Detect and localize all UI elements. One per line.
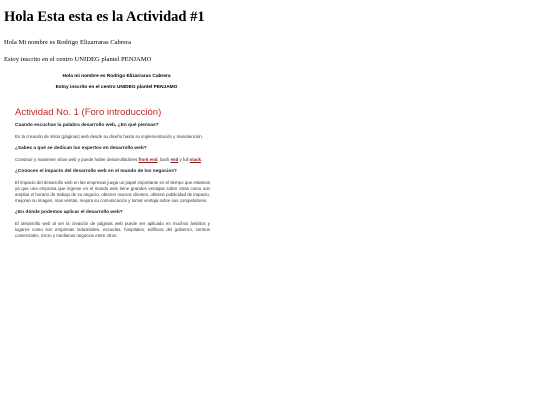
answer-2-text-mid: , back [157, 157, 171, 162]
intro-name-paragraph: Hola Mi nombre es Rodrigo Elizarraras Cabrera [4, 39, 132, 46]
intro-school-paragraph: Estoy inscrito en el centro UNIDEG plantel PENJAMO [4, 56, 152, 63]
front-end-link[interactable]: front end [138, 157, 158, 162]
answer-1: En la creación de sitios (páginas) web desde su diseño hasta su implementación y manutención. [15, 134, 203, 139]
page [0, 9, 540, 239]
centered-intro-block [4, 74, 229, 91]
answer-2-text-start: Construir y mantener sitios web y puede haber desarrolladores [15, 157, 139, 162]
page-title: Hola Esta esta es la Actividad #1 [4, 9, 205, 25]
answer-4: El desarrollo web al ser la creación de páginas web puede ser aplicado en muchos ámbitos y lugares como son empresas industriales, escuelas, hospitales, edificios del gobierno, centros comerciales, micro y medianos negocios entre otros. [15, 221, 210, 238]
article-heading: Actividad No. 1 (Foro introducción) [15, 107, 162, 118]
question-2: ¿Sabes a qué se dedican los expertos en desarrollo web? [15, 146, 147, 151]
answer-2 [15, 157, 210, 163]
centered-name-line: Hola mi nombre es Rodrigo Elizarraras Cabrera [62, 74, 171, 79]
centered-school-line: Estoy inscrito en el centro UNIDEG plantel PENJAMO [55, 85, 178, 90]
full-stack-link[interactable]: stack [189, 157, 201, 162]
back-end-link[interactable]: end [170, 157, 179, 162]
question-4: ¿En dónde podemos aplicar el desarrollo web? [15, 210, 123, 215]
answer-2-text-end: . [200, 157, 203, 162]
question-1: Cuando escuchas la palabra desarrollo web, ¿En qué piensas? [15, 123, 159, 128]
answer-2-text-mid2: y full [178, 157, 190, 162]
question-3: ¿Conoces el impacto del desarrollo web en el mundo de los negocios? [15, 169, 177, 174]
forum-article [15, 107, 210, 239]
answer-3: El impacto del desarrollo web en las empresas juega un papel importante en el tiempo que estamos ya que una empresa que ingrese en el mundo web tiene grandes ventajas sobre otras como son ampliar el horario de trabajo de su negocio, obtener nuevos clientes, obtiene publicidad de impacto, mejoran su imagen, mas ventas, mejora su comunicación y tomar ventaja sobre sus competidores. [15, 180, 210, 203]
